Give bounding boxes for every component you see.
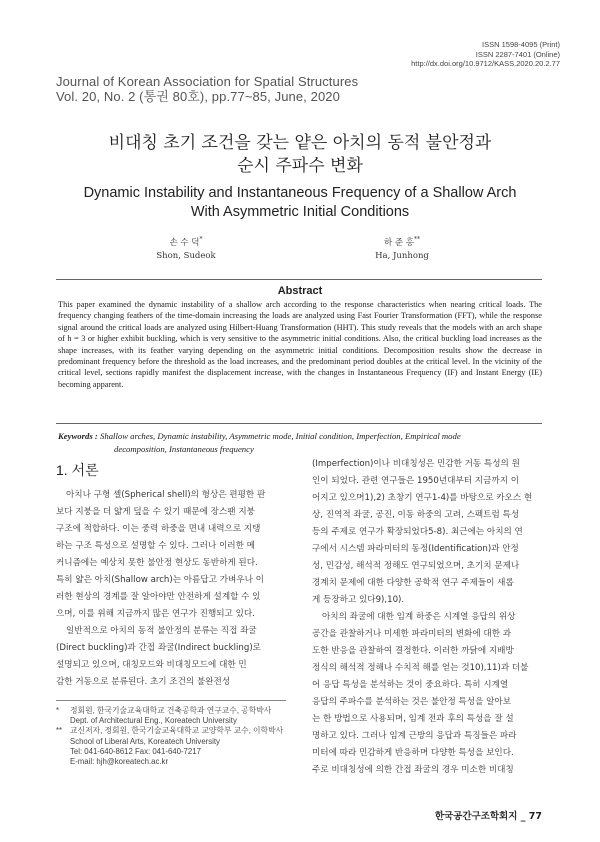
keywords-line-2: decomposition, Instantaneous frequency [114,443,254,454]
issn-block [411,40,560,69]
text-line: 공간을 관찰하거나 미세한 파라미터의 변화에 대한 과 [312,629,512,639]
footnote-2 [56,726,292,767]
title-korean-line-1: 비대칭 초기 조건을 갖는 얕은 아치의 동적 불안정과 [108,133,492,153]
text-line: 인이 되었다. 관련 연구들은 1950년대부터 지금까지 이 [312,476,520,486]
text-line: 성, 민감성, 해석적 정해도 연구되었으며, 초기치 문제나 [312,561,520,571]
footnote-line: Dept. of Architectural Eng., Koreatech University [70,716,237,726]
keywords [58,430,542,455]
text-line: 으며, 이를 위해 지금까지 많은 연구가 진행되고 있다. [56,609,255,619]
title-english-line-2: With Asymmetric Initial Conditions [190,204,410,220]
right-column [312,456,542,779]
issn-online: ISSN 2287-7401 (Online) [475,49,560,59]
abstract-bottom-rule [56,423,542,424]
section-1-heading: 1. 서론 [56,462,99,478]
author-2-english: Ha, Junhong [375,250,429,261]
footnote-email[interactable]: E-mail: hjh@koreatech.ac.kr [70,757,169,767]
text-line: 상, 진역적 좌굴, 공진, 이동 하중의 고려, 스펙트럼 특성 [312,510,520,520]
keywords-label: Keywords : [58,431,98,441]
footnote-1 [56,706,292,726]
doi-link[interactable]: http://dx.doi.org/10.9712/KASS.2020.20.2.77 [411,59,560,68]
text-line: 게 등장하고 있다9),10). [312,595,405,605]
author-1-korean: 손 수 덕 [169,237,200,248]
journal-name: Journal of Korean Association for Spatial Structures [56,74,359,89]
author-1-english: Shon, Sudeok [156,250,216,261]
footnote-line: Tel: 041-640-8612 Fax: 041-640-7217 [70,746,201,756]
title-korean-line-2: 순시 주파수 변화 [237,156,363,176]
journal-volume: Vol. 20, No. 2 (통권 80호), pp.77~85, June, 2020 [56,89,340,104]
text-line: 보다 지붕을 더 얇게 덮을 수 있기 때문에 장스팬 지붕 [56,507,255,517]
author-1-mark: * [199,236,203,243]
text-line: 주로 비대칭성에 의한 간접 좌굴의 경우 미소한 비대칭 [312,765,514,775]
text-line: 아치의 좌굴에 대한 임계 하중은 시계열 응답의 위상 [322,612,516,622]
left-paragraph-2 [56,623,286,691]
right-paragraph-1 [312,456,542,609]
left-paragraph-1 [56,487,286,623]
text-line: 어 응답 특성을 분석하는 것이 중요하다. 특히 시계열 [312,680,509,690]
journal-info [56,74,358,104]
text-line: 는 한 방법으로 사용되며, 임계 전과 후의 특성을 잘 설 [312,714,514,724]
issn-print: ISSN 1598-4095 (Print) [482,40,560,49]
text-line: (Direct buckling)과 간접 좌굴(Indirect buckling)로 [56,643,261,653]
text-line: 도한 반응을 관찰하여 결정한다. 이러한 까닭에 지배방 [312,646,514,656]
text-line: 정식의 해석적 정해나 수치적 해를 얻는 것10),11)과 더불 [312,663,529,673]
text-line: 구조에 적합하다. 이는 중력 하중을 면내 내력으로 지탱 [56,524,261,534]
text-line: 감한 거동으로 분류된다. 초기 조건의 불완전성 [56,677,231,687]
title-english-line-1: Dynamic Instability and Instantaneous Frequency of a Shallow Arch [83,185,517,201]
text-line: 설명되고 있으며, 대칭모드와 비대칭모드에 대한 민 [56,660,247,670]
text-line: 특히 얇은 아치(Shallow arch)는 아름답고 가벼우나 이 [56,575,264,585]
footnote-line: School of Liberal Arts, Koreatech University [70,736,220,746]
text-line: 커니즘에는 예상치 못한 불안정 현상도 동반하게 된다. [56,558,258,568]
footnote-line: 교신저자, 정회원, 한국기술교육대학교 교양학부 교수, 이학박사 [70,726,284,736]
footnote-line: 정회원, 한국기술교육대학교 건축공학과 연구교수, 공학박사 [70,706,272,715]
text-line: 등의 주제로 연구가 확장되었다5-8). 최근에는 아치의 연 [312,527,523,537]
text-line: 어지고 있으며1),2) 초창기 연구1-4)를 바탕으로 카오스 현 [312,493,533,503]
text-line: 일반적으로 아치의 동적 불안정의 분류는 직접 좌굴 [66,626,257,636]
right-paragraph-2 [312,609,542,779]
text-line: 경계치 문제에 대한 다양한 공학적 연구 주제들이 새롭 [312,578,514,588]
author-1 [106,233,266,263]
author-2-mark: ** [414,236,421,243]
text-line: 아치나 구형 셸(Spherical shell)의 형상은 편평한 판 [66,490,266,500]
text-line: 명하고 있다. 그러나 임계 근방의 응답과 특징들은 파라 [312,731,517,741]
abstract-top-rule [56,279,542,280]
text-line: 미터에 따라 민감하게 반응하며 다양한 특성을 보인다. [312,748,514,758]
footnotes [56,706,292,767]
keywords-line-1: Shallow arches, Dynamic instability, Asymmetric mode, Initial condition, Imperfection, Empirical mode [100,431,461,441]
text-line: 구에서 시스템 파라미터의 동정(Identification)과 안정 [312,544,519,554]
footnote-2-mark: ** [56,726,63,736]
text-line: 응답의 주파수를 분석하는 것은 불안정 특성을 알아보 [312,697,512,707]
footnote-rule [56,700,286,701]
text-line: 하는 구조 특성으로 설명할 수 있다. 그러나 이러한 메 [56,541,255,551]
page-footer: 한국공간구조학회지 _ 77 [434,811,542,822]
author-2 [322,233,482,263]
text-line: 러한 현상의 경계를 잘 알아야만 안전하게 설계할 수 있 [56,592,261,602]
abstract-text: This paper examined the dynamic instability of a shallow arch according to the response characteristics when nearing critical loads. The frequency changing feathers of the time-domain increasing the loads are analyzed using Fast Fourier Transformation (FFT), while the response signal around the critical loads are analyzed using Hilbert-Huang Transformation (HHT). This study reveals that the models with an arch shape of h = 3 or higher exhibit buckling, which is very sensitive to the asymmetric initial conditions. Also, the critical buckling load increases as the shape increases, with its feather varying depending on the asymmetric initial conditions. Decomposition results show the decrease in predominant frequency before the threshold as the load increases, and the predominant period doubles at the critical level. In the vicinity of the critical level, sections rapidly manifest the displacement increase, with the changes in Instantaneous Frequency (IF) and Instant Energy (IE) becoming apparent. [58,300,542,389]
author-2-korean: 하 준 홍 [383,237,415,248]
footnote-1-mark: * [56,706,60,715]
left-column [56,487,286,691]
abstract-heading: Abstract [277,285,323,297]
text-line: (Imperfection)이나 비대칭성은 민감한 거동 특성의 원 [312,459,520,469]
